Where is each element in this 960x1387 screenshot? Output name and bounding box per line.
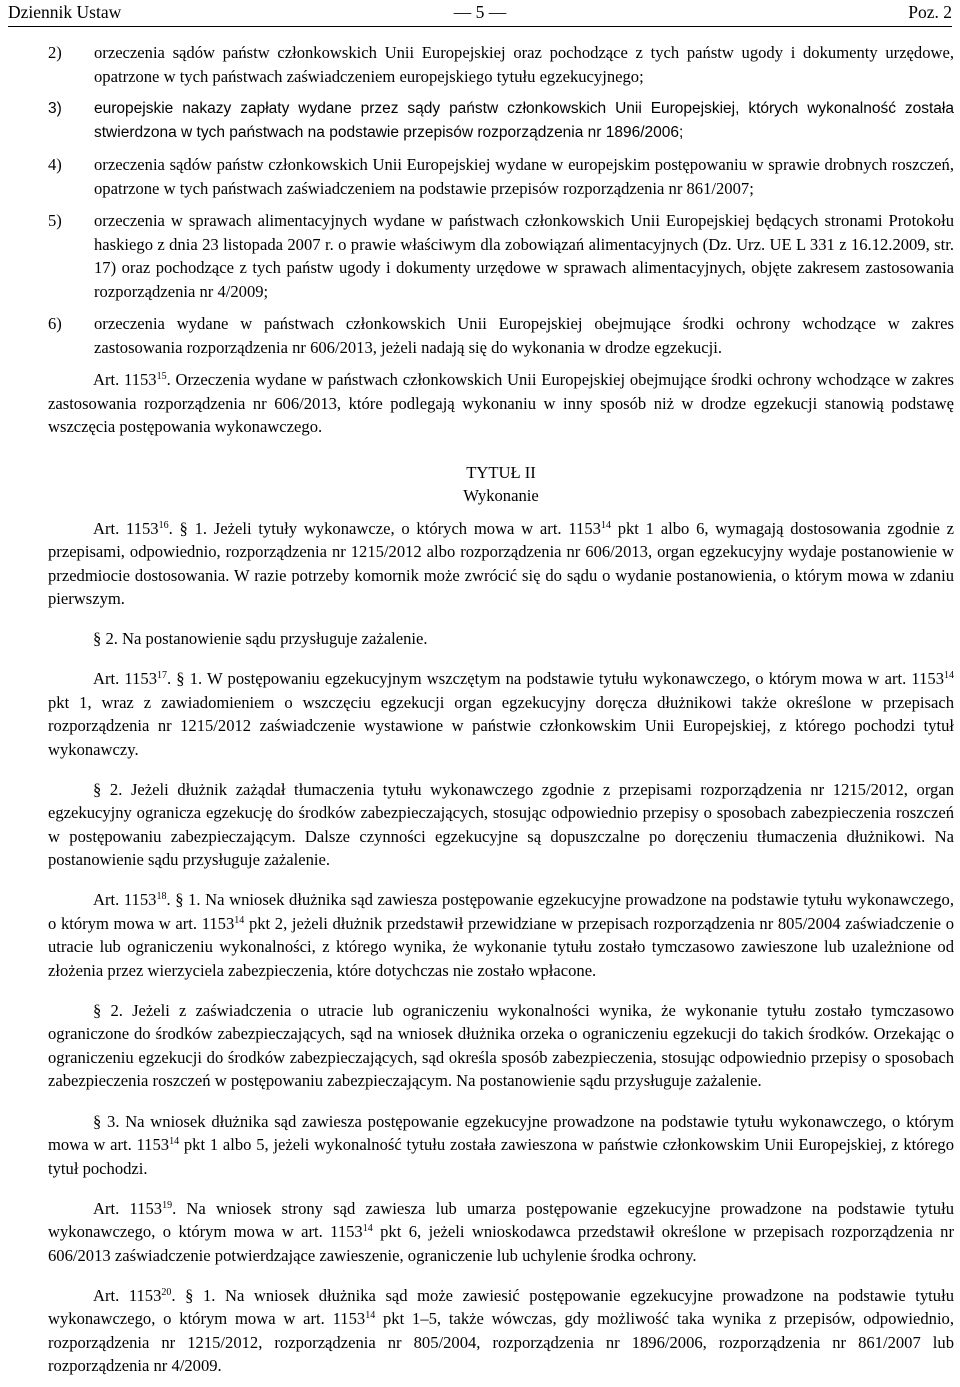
- list-item-number: 3): [48, 100, 62, 117]
- page-header: [8, 0, 952, 27]
- article-label: Art. 1153: [93, 1198, 163, 1218]
- article-1153-15: [48, 368, 954, 439]
- article-1153-19: [48, 1197, 954, 1268]
- article-superscript: 17: [157, 670, 167, 682]
- list-item-text: orzeczenia wydane w państwach członkowskich Unii Europejskiej obejmujące środki ochrony wchodzące w zakres zastosowania rozporządzenia nr 606/2013, jeżeli nadają się do wykonania w drodze egzekucji.: [94, 314, 954, 357]
- list-item: [48, 209, 954, 303]
- article-label: Art. 1153: [93, 890, 157, 910]
- section-subtitle: Wykonanie: [463, 486, 539, 505]
- section-title: TYTUŁ II: [466, 462, 536, 482]
- article-1153-17: [48, 667, 954, 761]
- list-item-number: 4): [48, 155, 62, 174]
- article-label: Art. 1153: [93, 518, 159, 538]
- article-1153-18-par-3: [48, 1110, 954, 1181]
- journal-name: Dziennik Ustaw: [8, 2, 122, 22]
- article-text: pkt 1–5, także wówczas, gdy możliwość taka wynika z przepisów, odpowiednio, rozporządzenia nr 1215/2012, rozporządzenia nr 805/2004, rozporządzenia nr 1896/2006, rozporządzenia nr 861/2007 lub rozporządzenia nr 4/2009.: [48, 1309, 954, 1376]
- list-item: [48, 312, 954, 359]
- list-item-text: europejskie nakazy zapłaty wydane przez sądy państw członkowskich Unii Europejskiej, których wykonalność została stwierdzona w tych państwach na podstawie przepisów rozporządzenia nr 1896/2006;: [94, 100, 954, 141]
- list-item-text: orzeczenia w sprawach alimentacyjnych wydane w państwach członkowskich Unii Europejskiej będących stronami Protokołu haskiego z dnia 23 listopada 2007 r. o prawie właściwym dla zobowiązań alimentacyjnych (Dz. Urz. UE L 331 z 16.12.2009, str. 17) oraz pochodzące z tych państw ugody i dokumenty urzędowe w sprawach alimentacyjnych, objęte zakresem zastosowania rozporządzenia nr 4/2009;: [94, 211, 954, 301]
- reference-superscript: 14: [944, 670, 954, 682]
- article-text: . § 1. Na wniosek dłużnika sąd może zawiesić postępowanie egzekucyjne prowadzone na podstawie tytułu wykonawczego, o którym mowa w art. 1153: [48, 1285, 954, 1329]
- article-label: Art. 1153: [93, 669, 157, 689]
- article-1153-16-par-2: § 2. Na postanowienie sądu przysługuje zażalenie.: [93, 629, 428, 649]
- article-1153-18-par-2: § 2. Jeżeli z zaświadczenia o utracie lub ograniczeniu wykonalności wynika, że wykonanie tytułu zostało tymczasowo ograniczone do środków zabezpieczających, sąd na wniosek dłużnika orzeka o ograniczeniu egzekucji do takich środków. Orzekając o ograniczeniu egzekucji do środków zabezpieczających, sąd określa sposób zabezpieczenia, stosując odpowiednio przepisy o sposobach zabezpieczenia roszczeń w postępowaniu zabezpieczającym. Na postanowienie sądu przysługuje zażalenie.: [48, 1000, 954, 1091]
- article-1153-20: [48, 1284, 954, 1378]
- list-item-number: 5): [48, 211, 62, 230]
- reference-superscript: 14: [365, 1310, 376, 1322]
- article-superscript: 18: [156, 891, 167, 903]
- list-item-text: orzeczenia sądów państw członkowskich Unii Europejskiej wydane w europejskim postępowaniu w sprawie drobnych roszczeń, opatrzone w tych państwach zaświadczeniem na podstawie przepisów rozporządzenia nr 861/2007;: [94, 155, 954, 198]
- article-superscript: 15: [156, 371, 167, 382]
- position-number: Poz. 2: [908, 2, 952, 22]
- article-text: pkt 1, wraz z zawiadomieniem o wszczęciu egzekucji organ egzekucyjny doręcza dłużnikowi także określone w przepisach rozporządzenia nr 1215/2012 zaświadczenie wystawione w państwie członkowskim Unii Europejskiej, z którego pochodzi tytuł wykonawczy.: [48, 692, 954, 759]
- list-item-number: 2): [48, 43, 62, 62]
- article-text: pkt 2, jeżeli dłużnik przedstawił przewidziane w przepisach rozporządzenia nr 805/2004 zaświadczenie o utracie lub ograniczeniu wykonalności, z którego wynika, że wykonanie tytułu zostało tymczasowo zawieszone lub uzależnione od złożenia przez wierzyciela zabezpieczenia, które dotychczas nie zostało wpłacone.: [48, 913, 954, 980]
- article-superscript: 19: [162, 1199, 173, 1211]
- list-item: [48, 153, 954, 200]
- article-superscript: 20: [161, 1286, 172, 1298]
- document-body: [48, 41, 954, 1387]
- article-text: . Na wniosek strony sąd zawiesza lub umarza postępowanie egzekucyjne prowadzone na podstawie tytułu wykonawczego, o którym mowa w art. 1153: [48, 1198, 954, 1242]
- list-item-number: 6): [48, 314, 62, 333]
- article-label: Art. 1153: [93, 1285, 162, 1305]
- page-number: — 5 —: [453, 2, 507, 22]
- article-text: . § 1. Na wniosek dłużnika sąd zawiesza postępowanie egzekucyjne prowadzone na podstawie tytułu wykonawczego, o którym mowa w art. 1153: [48, 890, 954, 933]
- list-item-text: orzeczenia sądów państw członkowskich Unii Europejskiej oraz pochodzące z tych państw ugody i dokumenty urzędowe, opatrzone w tych państwach zaświadczeniem europejskiego tytułu egzekucyjnego;: [94, 43, 954, 86]
- article-text: . § 1. Jeżeli tytuły wykonawcze, o których mowa w art. 1153: [168, 518, 601, 538]
- article-1153-17-par-2: § 2. Jeżeli dłużnik zażądał tłumaczenia tytułu wykonawczego zgodnie z przepisami rozporządzenia nr 1215/2012, organ egzekucyjny ogranicza egzekucję do środków zabezpieczających, stosując odpowiednio przepisy o sposobach zabezpieczenia roszczeń w postępowaniu zabezpieczającym. Dalsze czynności egzekucyjne są dopuszczalne po doręczeniu tłumaczenia dłużnikowi. Na postanowienie sądu przysługuje zażalenie.: [48, 779, 954, 870]
- reference-superscript: 14: [362, 1223, 373, 1235]
- article-text: pkt 1 albo 5, jeżeli wykonalność tytułu została zawieszona w państwie członkowskim Unii Europejskiej, z którego tytuł pochodzi.: [48, 1135, 955, 1178]
- article-1153-16: [48, 517, 954, 611]
- article-text: § 3. Na wniosek dłużnika sąd zawiesza postępowanie egzekucyjne prowadzone na podstawie tytułu wykonawczego, o którym mowa w art. 1153: [48, 1111, 954, 1155]
- article-superscript: 16: [158, 519, 169, 531]
- list-item: [48, 97, 954, 144]
- article-text: . Orzeczenia wydane w państwach członkowskich Unii Europejskiej obejmujące środki ochrony wchodzące w zakres zastosowania rozporządzenia nr 606/2013, które podlegają wykonaniu w inny sposób niż w drodze egzekucji stanowią podstawę wszczęcia postępowania wykonawczego.: [48, 370, 954, 436]
- article-text: pkt 6, jeżeli wnioskodawca przedstawił określone w przepisach rozporządzenia nr 606/2013 zaświadczenie potwierdzające zawieszenie, ograniczenie lub uchylenie środka ochrony.: [48, 1222, 954, 1265]
- article-label: Art. 1153: [93, 370, 157, 389]
- reference-superscript: 14: [169, 1136, 180, 1148]
- article-text: pkt 1 albo 6, wymagają dostosowania zgodnie z przepisami, odpowiednio, rozporządzenia nr 1215/2012 albo rozporządzenia nr 606/2013, organ egzekucyjny wydaje postanowienie w przedmiocie dostosowania. W razie potrzeby komornik może zwrócić się do sądu o wydanie postanowienia, o którym mowa w zdaniu pierwszym.: [48, 518, 954, 608]
- list-item: [48, 41, 954, 88]
- article-text: . § 1. W postępowaniu egzekucyjnym wszczętym na podstawie tytułu wykonawczego, o którym mowa w art. 1153: [167, 669, 944, 689]
- reference-superscript: 14: [234, 914, 245, 926]
- reference-superscript: 14: [600, 519, 611, 531]
- article-1153-18: [48, 888, 954, 982]
